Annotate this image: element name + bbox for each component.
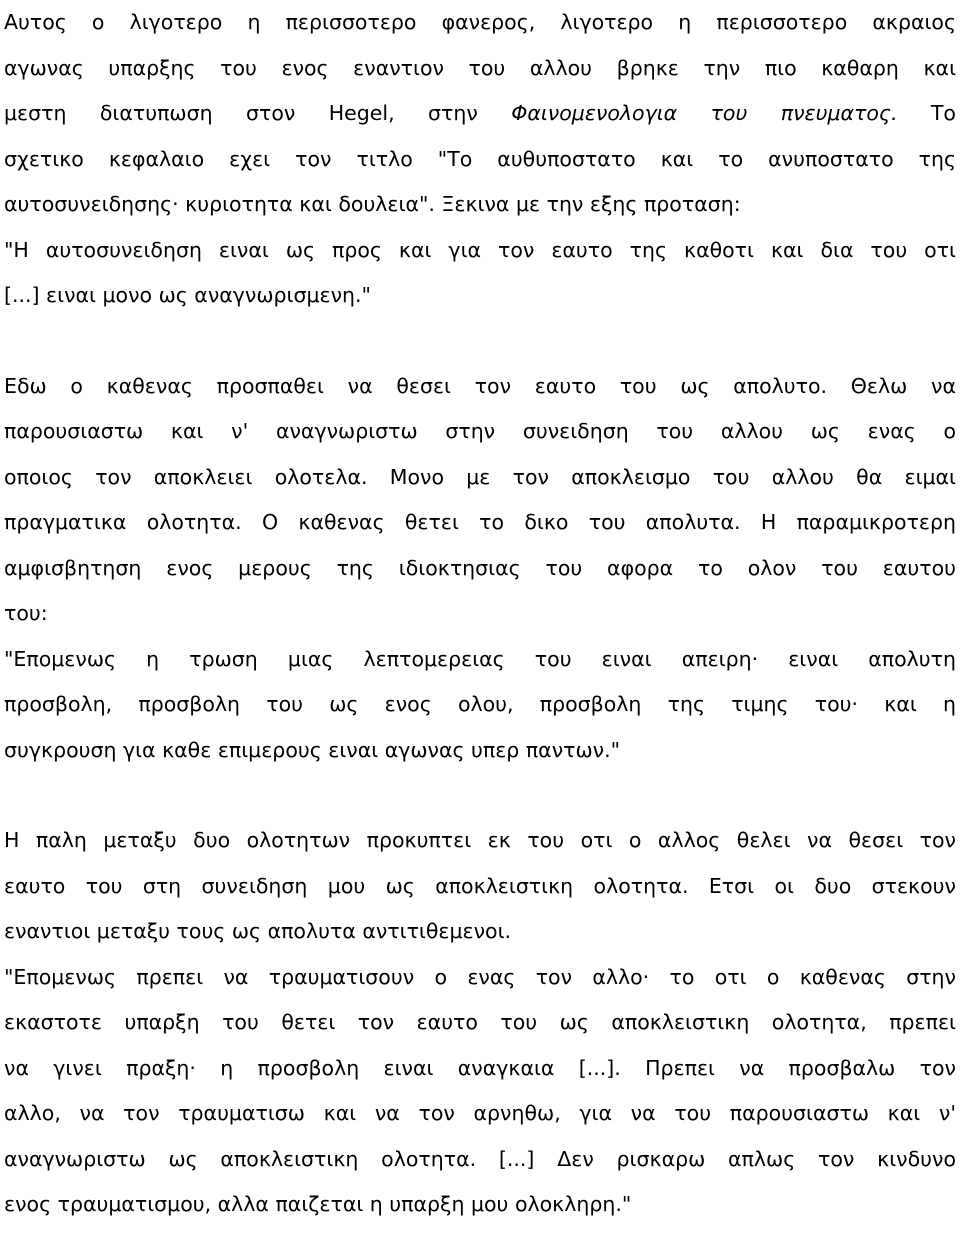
text-line: εναντιοι μεταξυ τους ως απολυτα αντιτιθεμενοι. [4,919,512,943]
text-line: [...] ειναι μονο ως αναγνωρισμενη." [4,283,371,307]
text-segment: Το [897,101,956,125]
text-line: αλλο, να τον τραυματισω και να τον αρνηθω, για να του παρουσιαστω και ν' [4,1101,956,1125]
text-line: αγωνας υπαρξης του ενος εναντιον του αλλου βρηκε την πιο καθαρη και [4,55,956,80]
text-line: του: [4,601,48,625]
text-line: εκαστοτε υπαρξη του θετει τον εαυτο του ως αποκλειστικη ολοτητα, πρεπει [4,1010,956,1034]
text-line: "Επομενως η τρωση μιας λεπτομερειας του ειναι απειρη· ειναι απολυτη [4,646,956,671]
text-line: ενος τραυματισμου, αλλα παιζεται η υπαρξη μου ολοκληρη." [4,1192,632,1216]
text-line: Αυτος ο λιγοτερο η περισσοτερο φανερος, λιγοτερο η περισσοτερο ακραιος [4,10,956,34]
text-line: αυτοσυνειδησης· κυριοτητα και δουλεια". Ξεκινα με την εξης προταση: [4,192,741,216]
paragraph-4-quote [4,637,956,774]
text-line: οποιος τον αποκλειει ολοτελα. Μονο με τον αποκλεισμο του αλλου θα ειμαι [4,464,956,489]
text-line: αμφισβητηση ενος μερους της ιδιοκτησιας του αφορα το ολον του εαυτου [4,555,956,580]
text-line: συγκρουση για καθε επιμερους ειναι αγωνας υπερ παντων." [4,737,621,762]
text-line: "Επομενως πρεπει να τραυματισουν ο ενας τον αλλο· το οτι ο καθενας στην [4,964,956,989]
text-line [4,91,956,137]
text-line: προσβολη, προσβολη του ως ενος ολου, προσβολη της τιμης του· και η [4,692,956,716]
document-page [4,0,956,1228]
paragraph-6-quote [4,955,956,1228]
paragraph-3 [4,364,956,637]
text-line: Εδω ο καθενας προσπαθει να θεσει τον εαυτο του ως απολυτο. Θελω να [4,373,956,398]
text-line: αναγνωριστω ως αποκλειστικη ολοτητα. [...] Δεν ρισκαρω απλως τον κινδυνο [4,1146,956,1171]
italic-book-title: Φαινομενολογια του πνευματος. [511,101,898,125]
text-line: να γινει πραξη· η προσβολη ειναι αναγκαια [...]. Πρεπει να προσβαλω τον [4,1055,956,1080]
text-line: πραγματικα ολοτητα. Ο καθενας θετει το δικο του απολυτα. Η παραμικροτερη [4,510,956,534]
text-segment: μεστη διατυπωση στον Hegel, στην [4,101,512,125]
text-line: "Η αυτοσυνειδηση ειναι ως προς και για τον εαυτο της καθοτι και δια του οτι [4,237,956,262]
paragraph-2-quote [4,228,956,319]
text-line: εαυτο του στη συνειδηση μου ως αποκλειστικη ολοτητα. Ετσι οι δυο στεκουν [4,873,956,898]
text-line: σχετικο κεφαλαιο εχει τον τιτλο "Το αυθυποστατο και το ανυποστατο της [4,146,956,171]
paragraph-1 [4,0,956,228]
text-line: παρουσιαστω και ν' αναγνωριστω στην συνειδηση του αλλου ως ενας ο [4,419,956,443]
text-line: Η παλη μεταξυ δυο ολοτητων προκυπτει εκ του οτι ο αλλος θελει να θεσει τον [4,828,956,852]
paragraph-5 [4,818,956,955]
